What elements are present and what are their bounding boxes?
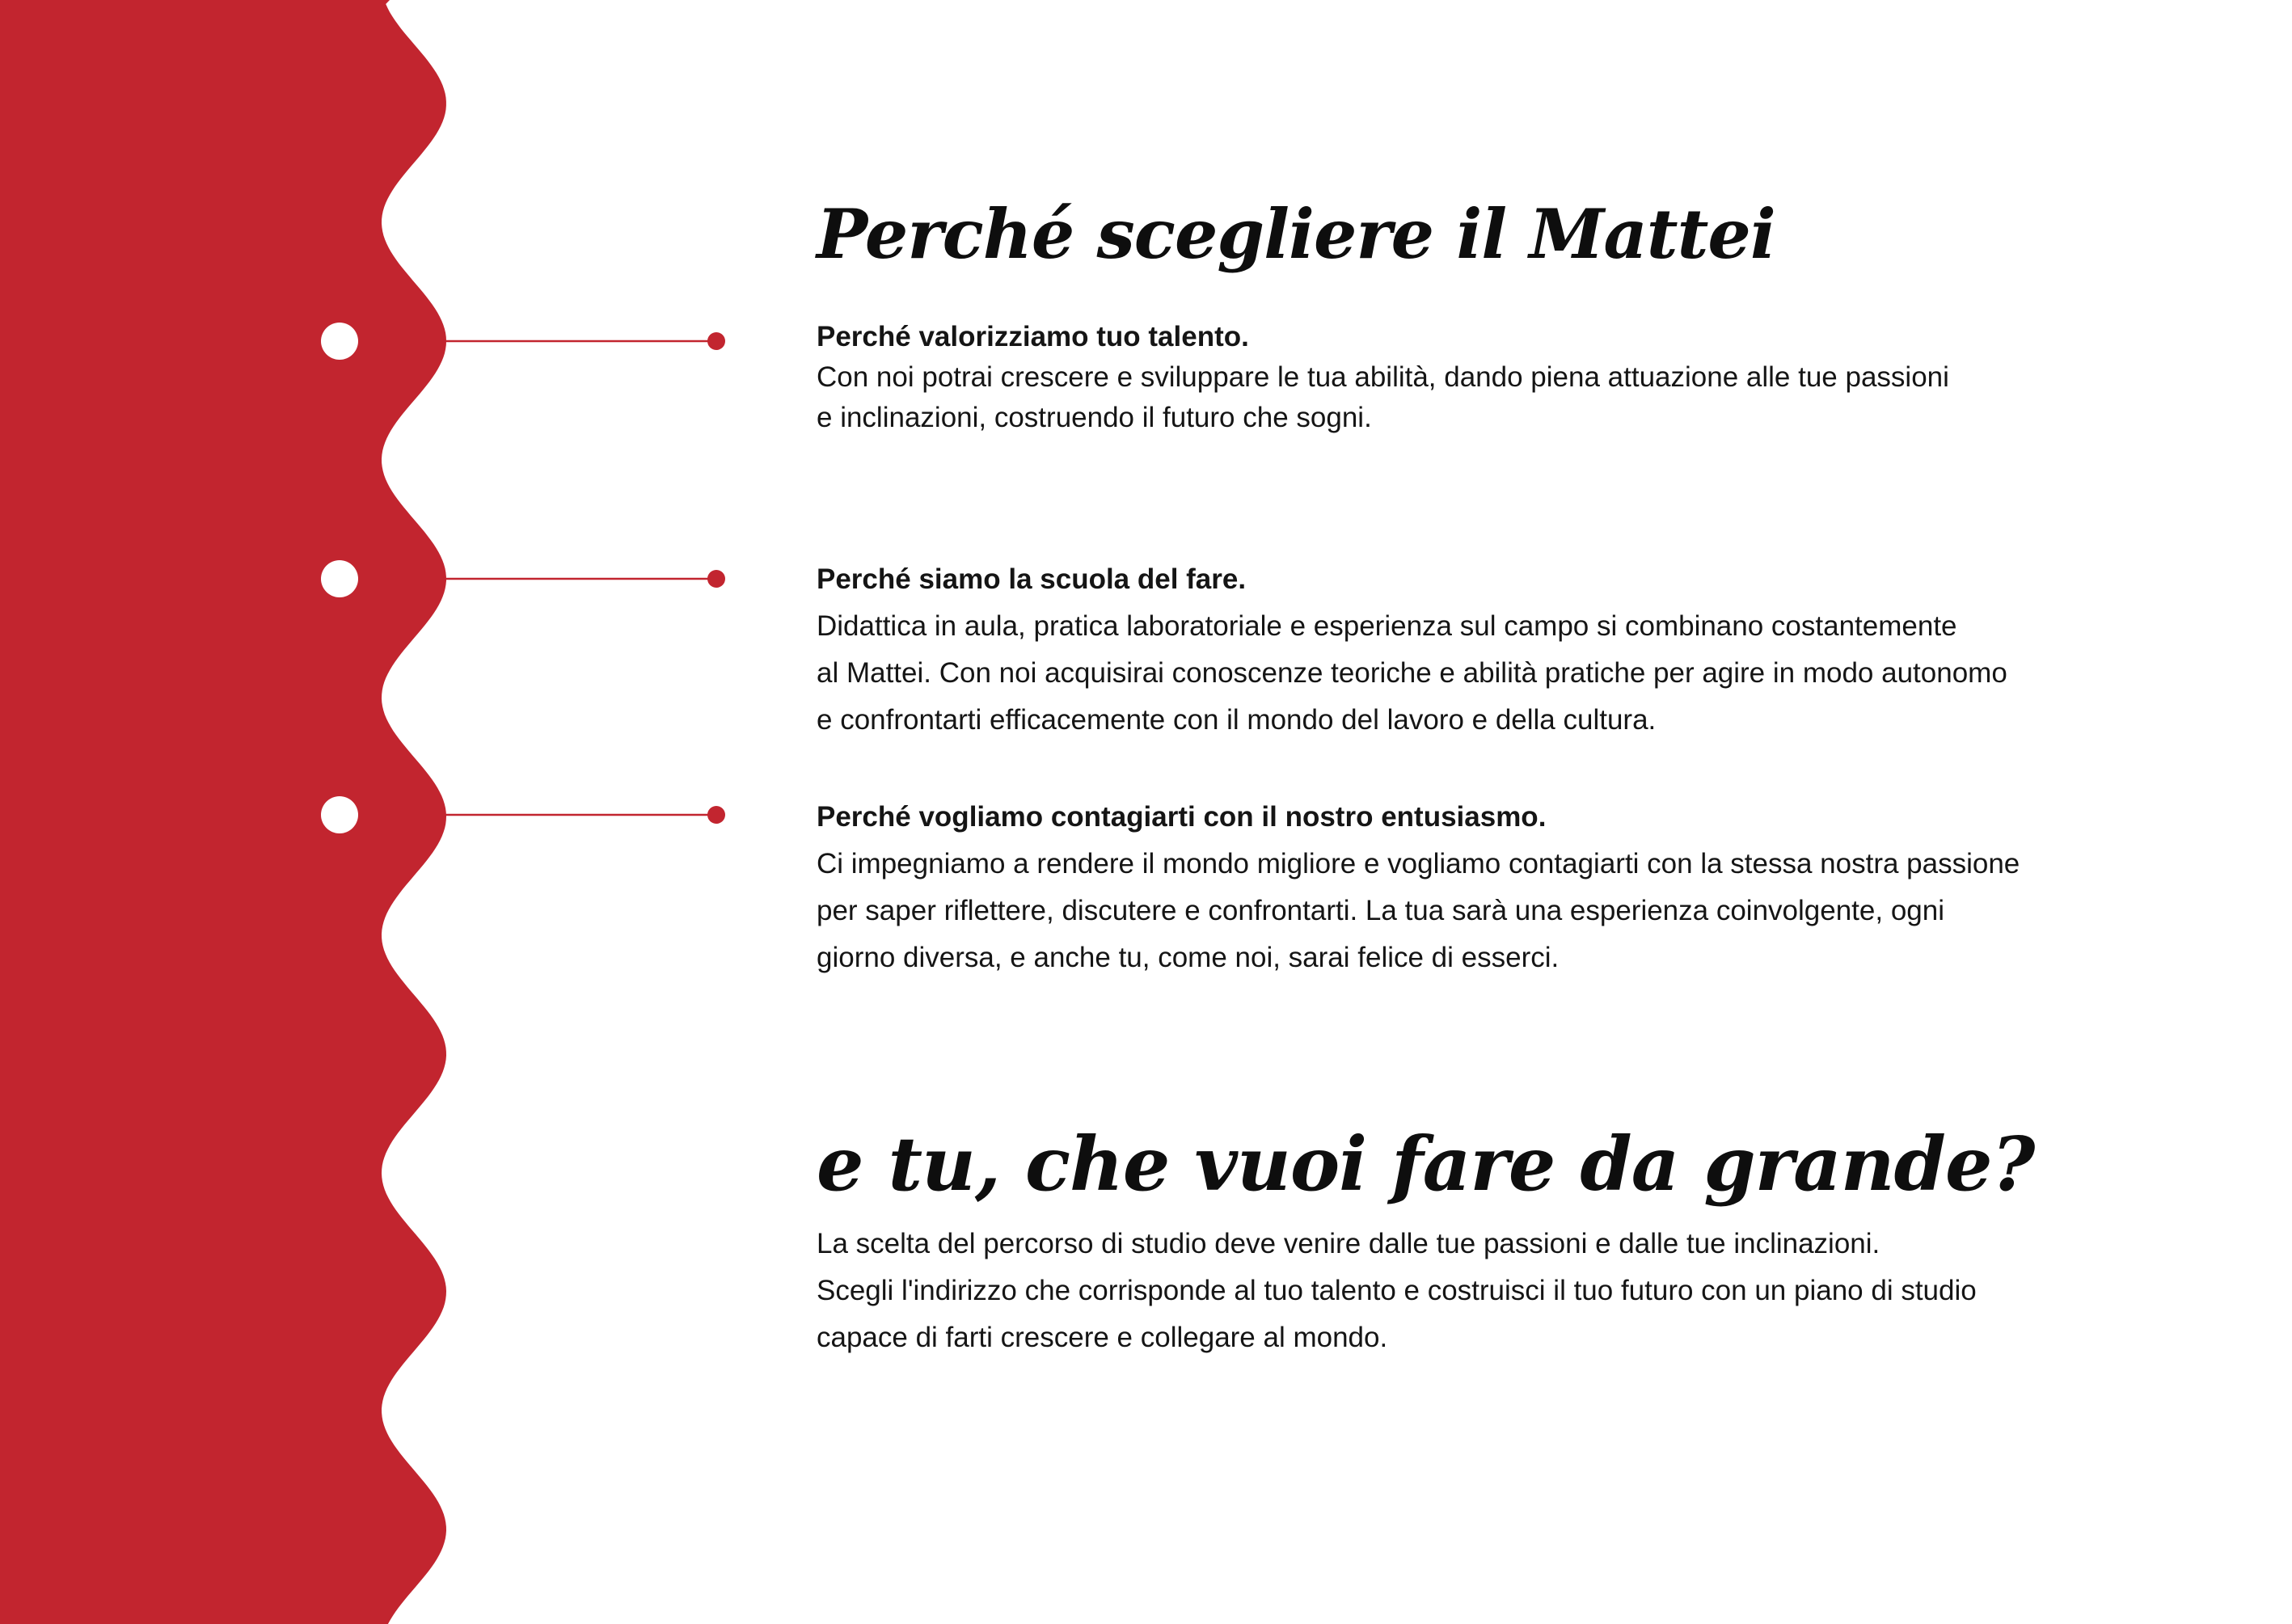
reason-heading: Perché siamo la scuola del fare.: [817, 563, 1247, 595]
white-dot: [321, 323, 358, 360]
reason-text-line: giorno diversa, e anche tu, come noi, sarai felice di esserci.: [817, 942, 1560, 973]
red-dot: [707, 332, 725, 350]
question-text-line: capace di farti crescere e collegare al mondo.: [817, 1322, 1388, 1353]
reason-block-school: [817, 556, 2151, 744]
white-dot: [321, 560, 358, 597]
reason-text-line: per saper riflettere, discutere e confrontarti. La tua sarà una esperienza coinvolgente, ogni: [817, 895, 1944, 926]
reason-text-line: e inclinazioni, costruendo il futuro che sogni.: [817, 402, 1372, 433]
reason-heading: Perché valorizziamo tuo talento.: [817, 321, 1249, 352]
red-dot: [707, 806, 725, 824]
reason-block-talent: [817, 317, 2151, 438]
question-text-block: [817, 1221, 2151, 1361]
reason-text-line: Ci impegniamo a rendere il mondo migliore e vogliamo contagiarti con la stessa nostra passione: [817, 848, 2020, 879]
white-dot: [321, 796, 358, 833]
reason-block-enthusiasm: [817, 794, 2151, 981]
reason-text-line: al Mattei. Con noi acquisirai conoscenze teoriche e abilità pratiche per agire in modo autonomo: [817, 657, 2007, 689]
reason-text-line: Con noi potrai crescere e sviluppare le tua abilità, dando piena attuazione alle tue passioni: [817, 361, 1949, 393]
red-dot: [707, 570, 725, 588]
reason-text-line: Didattica in aula, pratica laboratoriale e esperienza sul campo si combinano costantemente: [817, 610, 1957, 642]
page-title: Perché scegliere il Mattei: [817, 194, 1775, 274]
red-scalloped-band: [0, 0, 446, 1624]
question-title: e tu, che vuoi fare da grande?: [817, 1120, 2035, 1208]
question-text-line: Scegli l'indirizzo che corrisponde al tuo talento e costruisci il tuo futuro con un piano di studio: [817, 1275, 1977, 1306]
reason-heading: Perché vogliamo contagiarti con il nostro entusiasmo.: [817, 801, 1547, 833]
reason-text-line: e confrontarti efficacemente con il mondo del lavoro e della cultura.: [817, 704, 1657, 736]
question-text-line: La scelta del percorso di studio deve venire dalle tue passioni e dalle tue inclinazioni.: [817, 1228, 1880, 1259]
